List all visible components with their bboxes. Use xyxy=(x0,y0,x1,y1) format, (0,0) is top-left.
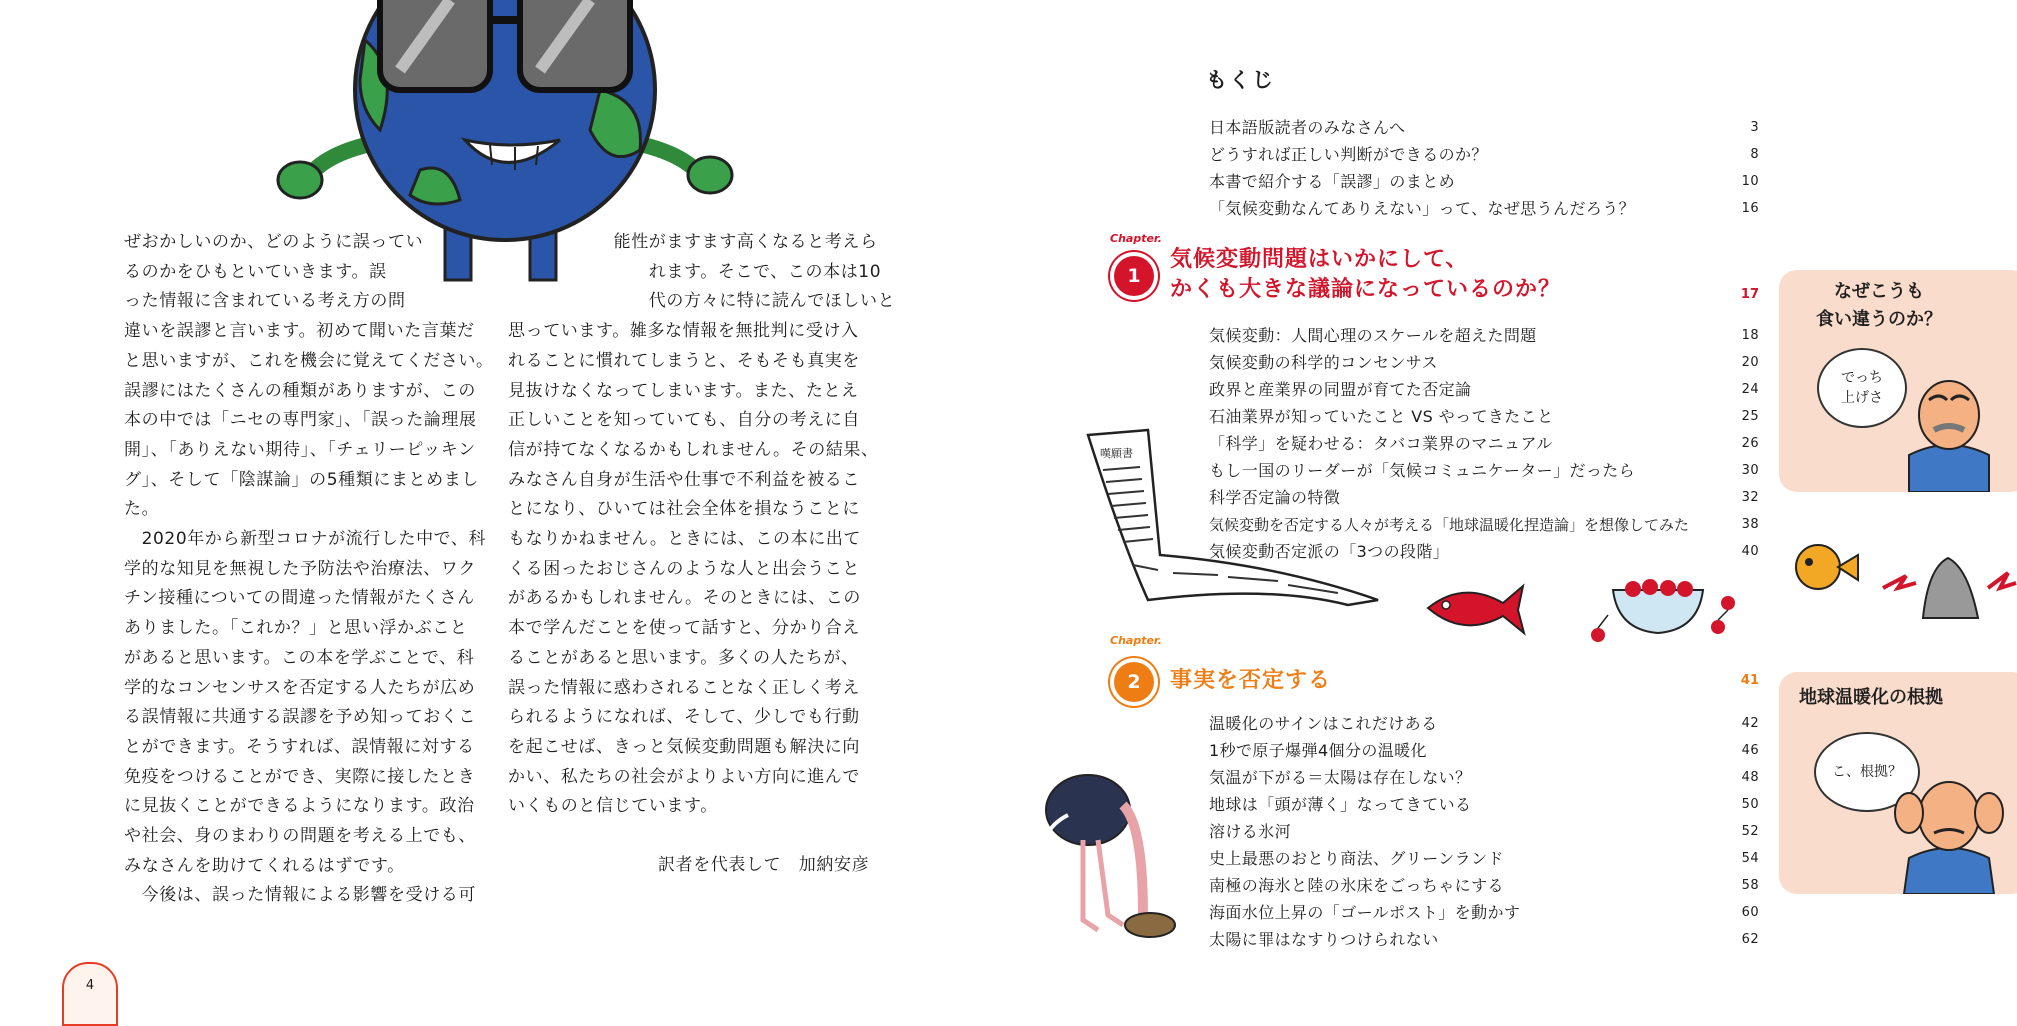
body-line: グ」、そして「陰謀論」の5種類にまとめまし xyxy=(124,469,479,490)
toc-item-title: 気候変動否定派の「3つの段階」 xyxy=(1209,542,1450,561)
chapter-title-line: 気候変動問題はいかにして、 xyxy=(1170,247,1469,272)
toc-item-page: 8 xyxy=(1750,147,1759,162)
body-line: や社会、身のまわりの問題を考える上でも、 xyxy=(124,826,476,847)
toc-item[interactable] xyxy=(1209,846,1759,872)
toc-item-title: もし一国のリーダーが「気候コミュニケーター」だったら xyxy=(1209,461,1636,480)
body-line: みなさんを助けてくれるはずです。 xyxy=(124,855,405,876)
panel-title-line: なぜこうも xyxy=(1834,281,1924,302)
body-line: ありました。「これか？」と思い浮かぶこと xyxy=(124,618,468,639)
toc-item-title: 史上最悪のおとり商法、グリーンランド xyxy=(1209,849,1504,868)
toc-item-page: 38 xyxy=(1741,517,1759,532)
toc-item[interactable] xyxy=(1209,323,1759,349)
toc-item[interactable] xyxy=(1209,900,1759,926)
right-page xyxy=(1008,0,2017,1010)
body-line: と思いますが、これを機会に覚えてください。 xyxy=(124,350,494,371)
toc-item-page: 48 xyxy=(1741,770,1759,785)
toc-item[interactable] xyxy=(1209,873,1759,899)
page-number: 4 xyxy=(62,962,118,1026)
body-line: 誤った情報に惑わされることなく正しく考え xyxy=(508,677,860,698)
body-line: 見抜けなくなってしまいます。また、たとえ xyxy=(508,380,859,401)
side-panel-evidence xyxy=(1779,672,2017,894)
toc-item-page: 40 xyxy=(1741,544,1759,559)
toc-item-title: 「気候変動なんてありえない」って、なぜ思うんだろう？ xyxy=(1209,199,1636,218)
toc-item-page: 32 xyxy=(1741,490,1759,505)
panel-title xyxy=(1779,278,1979,334)
cherry-bowl-icon xyxy=(1578,575,1748,650)
toc-item-title: 地球は「頭が薄く」なってきている xyxy=(1209,795,1472,814)
side-panel-why-differ xyxy=(1779,270,2017,492)
toc-item-title: 「科学」を疑わせる：タバコ業界のマニュアル xyxy=(1209,434,1553,453)
body-line: 正しいことを知っていても、自分の考えに自 xyxy=(508,410,860,431)
toc-item-page: 20 xyxy=(1741,355,1759,370)
body-line: った情報に含まれている考え方の問 xyxy=(124,291,406,312)
toc-item-title: 石油業界が知っていたこと VS やってきたこと xyxy=(1209,407,1554,426)
fish-icon xyxy=(1418,578,1528,638)
old-man-icon xyxy=(1889,370,2009,492)
body-line: れることに慣れてしまうと、そもそも真実を xyxy=(508,350,860,371)
body-line: 免疫をつけることができ、実際に接したとき xyxy=(124,766,476,787)
toc-item-page: 50 xyxy=(1741,797,1759,812)
body-line: 開」、「ありえない期待」、「チェリーピッキン xyxy=(124,439,476,460)
body-line: みなさん自身が生活や仕事で不利益を被るこ xyxy=(508,469,860,490)
body-line: チン接種についての間違った情報がたくさん xyxy=(124,588,475,609)
toc-item-title: 政界と産業界の同盟が育てた否定論 xyxy=(1209,380,1472,399)
body-line: 能性がますます高くなると考えら xyxy=(508,232,878,252)
body-line: を起こせば、きっと気候変動問題も解決に向 xyxy=(508,736,860,757)
toc-item[interactable] xyxy=(1209,792,1759,818)
toc-item-title: 科学否定論の特徴 xyxy=(1209,488,1341,507)
pufferfish-icon xyxy=(1783,535,1863,600)
toc-item-title: 日本語版読者のみなさんへ xyxy=(1209,118,1406,137)
left-page xyxy=(0,0,1000,1010)
chapter-title[interactable] xyxy=(1170,245,1561,305)
body-line: 思っています。雑多な情報を無批判に受け入 xyxy=(508,321,859,342)
body-line: 代の方々に特に読んでほしいと xyxy=(508,291,896,312)
body-line: くる困ったおじさんのような人と出会うこと xyxy=(508,558,860,579)
toc-item-title: どうすれば正しい判断ができるのか？ xyxy=(1209,145,1488,164)
chapter-title-line: かくも大きな議論になっているのか？ xyxy=(1170,277,1562,302)
body-line: に見抜くことができるようになります。政治 xyxy=(124,796,475,817)
body-line: られるようになれば、そして、少しでも行動 xyxy=(508,707,860,728)
speech-bubble: こ、根拠？ xyxy=(1814,732,1920,812)
chapter-label: Chapter. xyxy=(1110,634,1162,647)
toc-item[interactable] xyxy=(1209,115,1759,141)
body-line: ぜおかしいのか、どのように誤ってい xyxy=(124,232,424,252)
body-line: 今後は、誤った情報による影響を受ける可 xyxy=(124,885,476,906)
body-line: とができます。そうすれば、誤情報に対する xyxy=(124,736,475,757)
body-line: る誤情報に共通する誤謬を予め知っておくこ xyxy=(124,707,476,728)
toc-item-title: 本書で紹介する「誤謬」のまとめ xyxy=(1209,172,1456,191)
old-man-icon xyxy=(1884,758,2014,894)
toc-item-page: 25 xyxy=(1741,409,1759,424)
toc-item-page: 62 xyxy=(1741,932,1759,947)
toc-item-title: 気温が下がる＝太陽は存在しない？ xyxy=(1209,768,1472,787)
toc-item[interactable] xyxy=(1209,819,1759,845)
toc-item[interactable] xyxy=(1209,142,1759,168)
body-line: 2020年から新型コロナが流行した中で、科 xyxy=(124,529,487,550)
toc-item[interactable] xyxy=(1209,711,1759,737)
toc-item-page: 3 xyxy=(1750,120,1759,135)
toc-item-page: 42 xyxy=(1741,716,1759,731)
toc-item-title: 気候変動：人間心理のスケールを超えた問題 xyxy=(1209,326,1537,345)
body-line: があるかもしれません。そのときには、この xyxy=(508,588,862,609)
body-line: があると思います。この本を学ぶことで、科 xyxy=(124,647,475,668)
scroll-icon xyxy=(1078,425,1388,610)
toc-item[interactable] xyxy=(1209,169,1759,195)
toc-item[interactable] xyxy=(1209,927,1759,953)
toc-item-page: 54 xyxy=(1741,851,1759,866)
toc-item-page: 10 xyxy=(1741,174,1759,189)
toc-item-title: 南極の海氷と陸の氷床をごっちゃにする xyxy=(1209,876,1504,895)
body-line: るのかをひもといていきます。誤 xyxy=(124,261,387,282)
toc-item-page: 52 xyxy=(1741,824,1759,839)
body-line: れます。そこで、この本は10 xyxy=(508,261,882,282)
chapter-page: 17 xyxy=(1740,287,1759,302)
body-line: 学的なコンセンサスを否定する人たちが広め xyxy=(124,677,476,698)
bubble-line: 上げさ xyxy=(1841,390,1883,406)
toc-item-title: 気候変動の科学的コンセンサス xyxy=(1209,353,1438,372)
toc-title: もくじ xyxy=(1206,68,1275,92)
body-line: 違いを誤謬と言います。初めて聞いた言葉だ xyxy=(124,321,475,342)
toc-item-page: 18 xyxy=(1741,328,1759,343)
body-line: ることがあると思います。多くの人たちが、 xyxy=(508,647,859,668)
body-line: とになり、ひいては社会全体を損なうことに xyxy=(508,499,860,520)
scroll-label: 嘆願書 xyxy=(1100,447,1133,460)
chapter-title[interactable]: 事実を否定する xyxy=(1170,668,1332,693)
body-line: 誤謬にはたくさんの種類がありますが、この xyxy=(124,380,476,401)
chapter-number-badge: 2 xyxy=(1114,662,1154,702)
toc-item-page: 24 xyxy=(1741,382,1759,397)
toc-item-title: 温暖化のサインはこれだけある xyxy=(1209,714,1438,733)
lightning-icon xyxy=(1878,548,2017,623)
body-line: 信が持てなくなるかもしれません。その結果、 xyxy=(508,439,879,460)
chapter-number-badge: 1 xyxy=(1114,256,1154,296)
toc-item[interactable] xyxy=(1209,377,1759,403)
chapter-page: 41 xyxy=(1740,673,1759,688)
body-text-column-1 xyxy=(124,228,494,911)
body-line: かい、私たちの社会がよりよい方向に進んで xyxy=(508,766,860,787)
toc-item[interactable] xyxy=(1209,196,1759,222)
toc-item[interactable] xyxy=(1209,765,1759,791)
toc-item-page: 16 xyxy=(1741,201,1759,216)
body-line: 学的な知見を無視した予防法や治療法、ワク xyxy=(124,558,476,579)
toc-item-page: 46 xyxy=(1741,743,1759,758)
toc-item-title: 太陽に罪はなすりつけられない xyxy=(1209,930,1439,949)
toc-item-page: 60 xyxy=(1741,905,1759,920)
panel-title: 地球温暖化の根拠 xyxy=(1799,687,1943,708)
body-line: た。 xyxy=(124,499,160,520)
body-line: いくものと信じています。 xyxy=(508,796,718,817)
toc-item-page: 30 xyxy=(1741,463,1759,478)
bubble-line: でっち xyxy=(1841,370,1883,386)
body-text-column-2 xyxy=(508,228,896,822)
toc-item-title: 海面水位上昇の「ゴールポスト」を動かす xyxy=(1209,903,1521,922)
translator-signature: 訳者を代表して 加納安彦 xyxy=(658,855,870,875)
toc-item-page: 58 xyxy=(1741,878,1759,893)
ostrich-icon xyxy=(1038,755,1178,940)
toc-item-title: 気候変動を否定する人々が考える「地球温暖化捏造論」を想像してみた xyxy=(1209,516,1690,534)
toc-item-title: 1秒で原子爆弾4個分の温暖化 xyxy=(1209,741,1427,760)
body-line: 本で学んだことを使って話すと、分かり合え xyxy=(508,618,860,639)
toc-item[interactable] xyxy=(1209,738,1759,764)
panel-title-line: 食い違うのか？ xyxy=(1816,309,1942,330)
toc-item[interactable] xyxy=(1209,350,1759,376)
toc-item-page: 26 xyxy=(1741,436,1759,451)
body-line: もなりかねません。ときには、この本に出て xyxy=(508,529,862,550)
body-line: 本の中では「ニセの専門家」、「誤った論理展 xyxy=(124,410,477,431)
toc-item-title: 溶ける氷河 xyxy=(1209,822,1292,841)
chapter-label: Chapter. xyxy=(1110,232,1162,245)
